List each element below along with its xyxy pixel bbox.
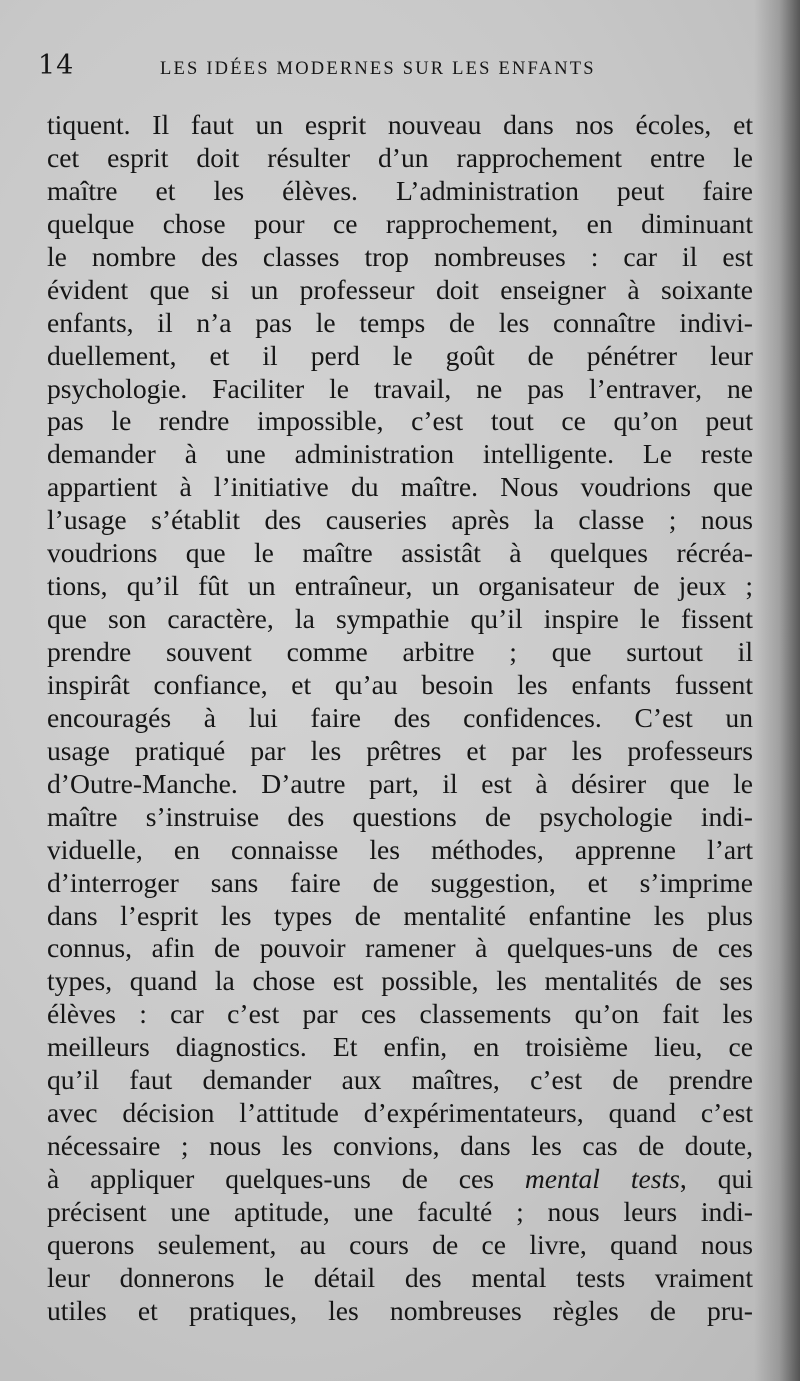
page-number: 14 — [38, 50, 75, 81]
text-line: meilleurs diagnostics. Et enfin, en troisième lieu, ce — [47, 1031, 753, 1063]
text-segment: , qui — [679, 1163, 753, 1194]
text-line: demander à une administration intelligente. Le reste — [47, 438, 753, 470]
text-segment: à appliquer quelques-uns de ces — [47, 1163, 494, 1194]
text-line: avec décision l’attitude d’expérimentateurs, quand c’est — [47, 1097, 753, 1129]
text-line: précisent une aptitude, une faculté ; nous leurs indi- — [47, 1195, 753, 1227]
text-line: enfants, il n’a pas le temps de les connaître indivi- — [47, 306, 753, 338]
text-line: l’usage s’établit des causeries après la classe ; nous — [47, 504, 753, 536]
text-line: tions, qu’il fût un entraîneur, un organisateur de jeux ; — [47, 570, 753, 602]
text-line: d’Outre-Manche. D’autre part, il est à désirer que le — [47, 767, 753, 799]
text-line: tiquent. Il faut un esprit nouveau dans nos écoles, et — [47, 109, 753, 140]
text-line: que son caractère, la sympathie qu’il inspire le fissent — [47, 603, 753, 635]
text-line: duellement, et il perd le goût de pénétrer leur — [47, 339, 753, 371]
text-line: prendre souvent comme arbitre ; que surtout il — [47, 636, 753, 667]
text-line: querons seulement, au cours de ce livre, quand nous — [47, 1228, 753, 1260]
italic-phrase: mental tests — [524, 1163, 680, 1194]
text-line: connus, afin de pouvoir ramener à quelques-uns de ces — [47, 932, 753, 964]
page-header — [38, 50, 750, 90]
text-line: types, quand la chose est possible, les mentalités de ses — [47, 965, 753, 997]
text-line: leur donnerons le détail des mental tests vraiment — [47, 1261, 753, 1293]
text-line: cet esprit doit résulter d’un rapprochement entre le — [47, 141, 753, 173]
text-line: encouragés à lui faire des confidences. C’est un — [47, 701, 753, 733]
text-line: quelque chose pour ce rapprochement, en diminuant — [47, 207, 753, 239]
text-line: voudrions que le maître assistât à quelques récréa- — [47, 537, 753, 569]
text-line: pas le rendre impossible, c’est tout ce qu’on peut — [47, 405, 753, 437]
text-line: viduelle, en connaisse les méthodes, apprenne l’art — [47, 833, 753, 865]
text-line: usage pratiqué par les prêtres et par les professeurs — [47, 734, 753, 766]
text-line: élèves : car c’est par ces classements qu’on fait les — [47, 998, 753, 1030]
page-edge-shadow — [754, 0, 800, 1381]
text-line: le nombre des classes trop nombreuses : car il est — [47, 240, 753, 272]
text-line: dans l’esprit les types de mentalité enfantine les plus — [47, 899, 753, 931]
text-line: qu’il faut demander aux maîtres, c’est de prendre — [47, 1064, 753, 1096]
text-line: maître s’instruise des questions de psychologie indi- — [47, 800, 753, 832]
text-line: d’interroger sans faire de suggestion, et s’imprime — [47, 866, 753, 898]
body-text — [47, 109, 753, 1328]
text-line-with-italic — [47, 1163, 753, 1196]
text-line: appartient à l’initiative du maître. Nous voudrions que — [47, 471, 753, 503]
text-line: nécessaire ; nous les convions, dans les cas de doute, — [47, 1130, 753, 1162]
text-line: utiles et pratiques, les nombreuses règles de pru- — [47, 1294, 753, 1326]
text-line: inspirât confiance, et qu’au besoin les enfants fussent — [47, 668, 753, 700]
text-line: maître et les élèves. L’administration peut faire — [47, 174, 753, 206]
text-line: évident que si un professeur doit enseigner à soixante — [47, 273, 753, 305]
text-line: psychologie. Faciliter le travail, ne pas l’entraver, ne — [47, 372, 753, 404]
running-head: LES IDÉES MODERNES SUR LES ENFANTS — [160, 59, 596, 79]
